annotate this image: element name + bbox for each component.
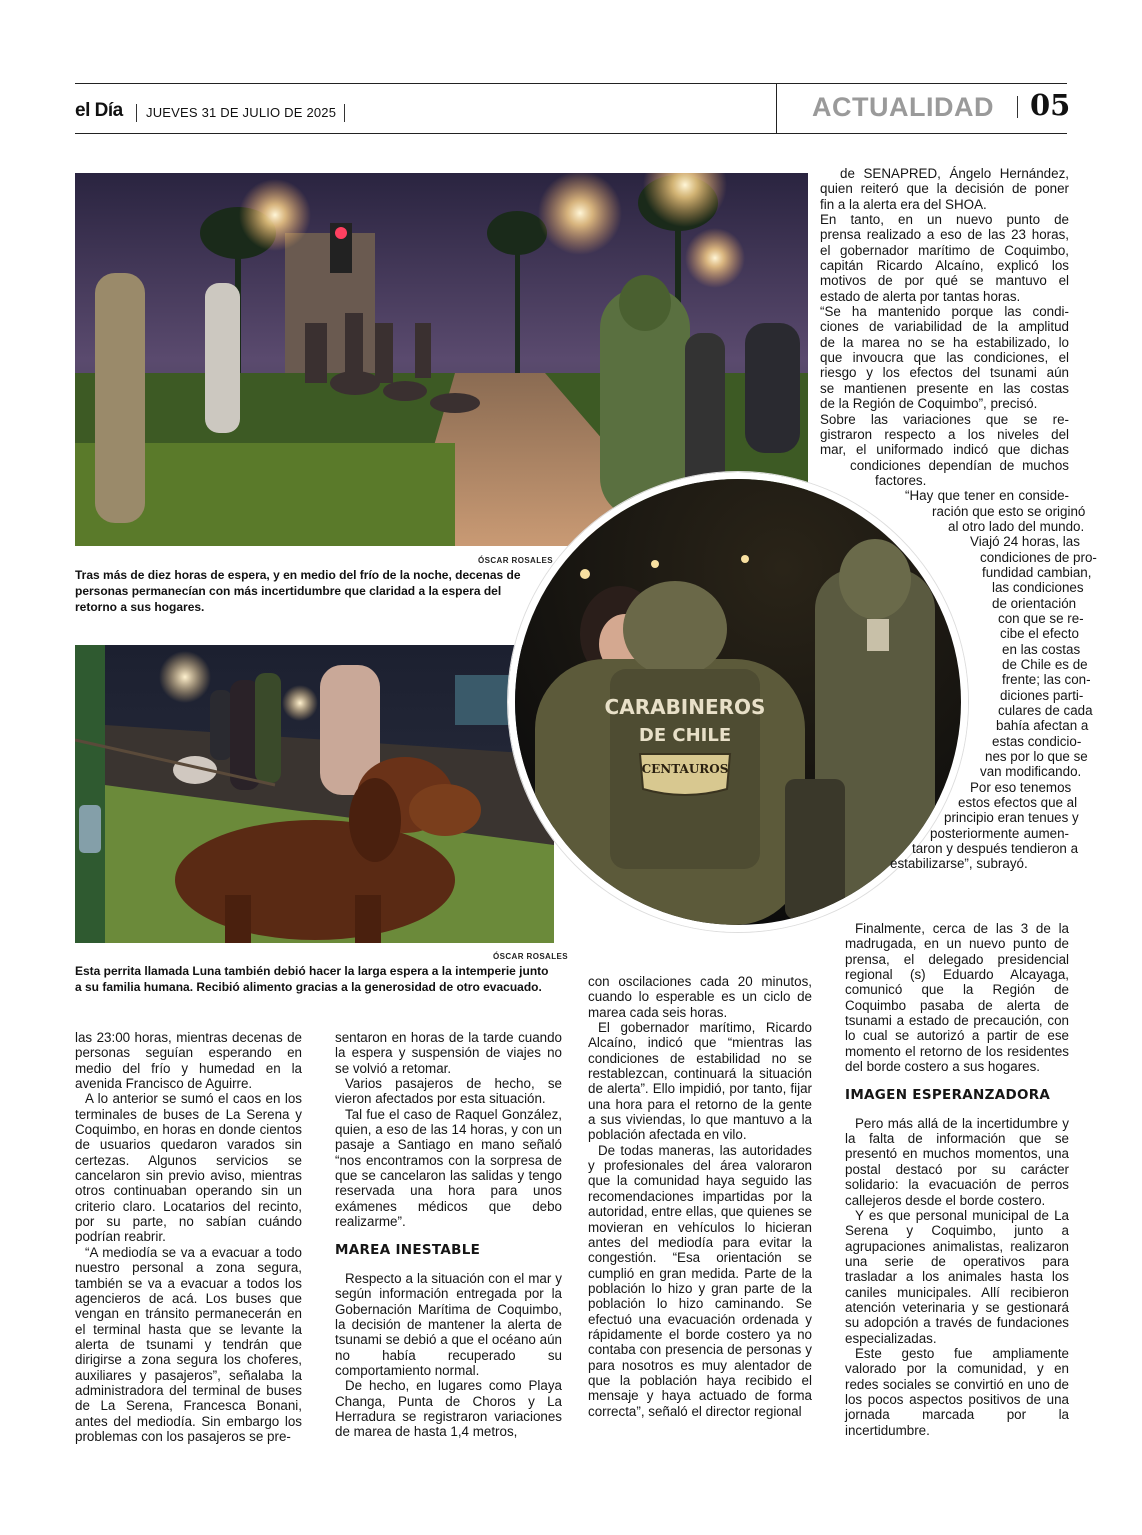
photo1-credit: ÓSCAR ROSALES [478, 556, 553, 565]
wrap-line: Sobre las variaciones que se re- [820, 411, 1069, 427]
wrap-line: “Hay que tener en conside- [905, 488, 1069, 504]
wrap-line: ración que esto se originó [932, 503, 1086, 519]
paragraph: Pero más allá de la incertidumbre y la falta de información que se presentó en muchos momentos, una postal destacó por su carácter solidario: la evacuación de perros callejeros desde el borde costero. [845, 1115, 1069, 1208]
header-rule-top [75, 83, 1067, 84]
wrap-line: diciones parti- [1000, 687, 1084, 703]
paragraph: “A mediodía se va a evacuar a todo nuestro personal a zona segura, también se va a evacuar a todos los agencieros de acá. Los buses que vengan en tránsito permanecerán en el terminal hasta que se levante la alerta de tsunami y tendrán que dirigirse a zona segura los choferes, auxiliares y pasajeros”, señalaba la administradora del terminal de buses de La Serena, Francesca Bonani, antes del mediodía. Sin embargo los problemas con los pasajeros se pre- [75, 1244, 302, 1444]
wrap-line: de orientación [992, 595, 1077, 611]
wrap-line: que invoucra que las condiciones, el [820, 350, 1069, 366]
wrap-line: “Se ha mantenido porque las condi- [820, 304, 1069, 320]
subheading: MAREA INESTABLE [335, 1242, 481, 1259]
wrap-line: de SENAPRED, Ángelo Hernández, [840, 166, 1069, 181]
wrap-line: condiciones de pro- [980, 549, 1097, 565]
article-column-2 [335, 1030, 562, 1440]
photo1-caption: Tras más de diez horas de espera, y en medio del frío de la noche, decenas de personas permanecían con más incertidumbre que claridad a la espera del retorno a sus hogares. [75, 568, 521, 614]
photo2-caption: Esta perrita llamada Luna también debió hacer la larga espera a la intemperie junto a su familia humana. Recibió alimento gracias a la generosidad de otro evacuado. [75, 964, 549, 994]
paragraph: Tal fue el caso de Raquel González, quien, a eso de las 14 horas, y con un pasaje a Santiago en mano señaló “nos encontramos con la sorpresa de que se cancelaron las salidas y tengo reservada una hora para unos exámenes médicos que debo realizarme”. [335, 1106, 562, 1230]
wrap-line: posteriormente aumen- [930, 825, 1069, 841]
wrap-line: mar, el uniformado indicó que dichas [820, 442, 1069, 458]
wrap-line: van modificando. [980, 764, 1082, 780]
wrap-line: estas condicio- [992, 733, 1082, 749]
wrap-line: taron y después tendieron a [912, 841, 1079, 857]
wrap-line: de Chile es de [1002, 657, 1088, 672]
wrap-line: estado de alerta por tantas horas. [820, 288, 1021, 304]
wrap-line: En tanto, en un nuevo punto de [820, 212, 1069, 228]
article-column-1 [75, 1030, 302, 1444]
wrap-line: el gobernador marítimo de Coquimbo, [820, 242, 1069, 258]
wrap-line: se mantienen presente en las costas [820, 380, 1069, 396]
issue-date: JUEVES 31 DE JULIO DE 2025 [136, 104, 345, 122]
article-column-3 [588, 974, 812, 1419]
article-column-4 [845, 921, 1069, 1438]
wrap-line: estos efectos que al [958, 795, 1078, 811]
paragraph: sentaron en horas de la tarde cuando la espera y suspensión de viajes no se volvió a retomar. [335, 1030, 562, 1076]
wrap-line: de la marea no se ha estabilizado, lo [820, 334, 1069, 350]
vest-text-1: CARABINEROS [604, 695, 766, 719]
wrap-line: culares de cada [998, 703, 1093, 719]
wrap-line: en las costas [1002, 641, 1081, 657]
wrap-line: estabilizarse”, subrayó. [890, 856, 1028, 872]
paragraph: Respecto a la situación con el mar y según información entregada por la Gobernación Marítima de Coquimbo, la decisión de mantener la alerta de tsunami se debió a que el océano aún no había recuperado su comportamiento normal. [335, 1270, 562, 1378]
wrap-line: al otro lado del mundo. [948, 518, 1085, 534]
wrap-line: nes por lo que se [985, 749, 1088, 765]
paragraph: Este gesto fue ampliamente valorado por la comunidad, y en redes sociales se convirtió en uno de los pocos aspectos positivos de una jornada marcada por la incertidumbre. [845, 1345, 1069, 1438]
photo2-credit: ÓSCAR ROSALES [493, 952, 568, 961]
wrap-line: gistraron respecto a los niveles del [820, 426, 1069, 442]
wrap-line: riesgo y los efectos del tsunami aún [820, 365, 1069, 381]
wrap-line: motivos de por qué se mantuvo el [820, 273, 1069, 289]
wrap-line: fundidad cambian, [982, 564, 1092, 580]
wrap-line: las condiciones [992, 580, 1084, 596]
wrap-line: de la Región de Coquimbo”, precisó. [820, 396, 1038, 412]
paragraph: De hecho, en lugares como Playa Changa, Punta de Choros y La Herradura se registraron variaciones de marea de hasta 1,4 metros, [335, 1378, 562, 1440]
wrap-line: factores. [875, 472, 927, 488]
masthead: el Día [75, 100, 123, 121]
paragraph: con oscilaciones cada 20 minutos, cuando lo esperable es un ciclo de marea cada seis horas. [588, 974, 812, 1020]
wrap-line: ciones de variabilidad de la amplitud [820, 319, 1069, 335]
wrap-line: con que se re- [998, 610, 1084, 626]
wrap-line: capitán Ricardo Alcaíno, explicó los [820, 258, 1069, 274]
wrap-line: bahía afectan a [996, 718, 1089, 734]
section-title: ACTUALIDAD [812, 92, 994, 122]
wrap-line: frente; las con- [1002, 672, 1091, 688]
wrap-line: Por eso tenemos [970, 779, 1072, 795]
page-number: 05 [1030, 88, 1071, 122]
wrap-line: fin a la alerta era del SHOA. [820, 196, 987, 212]
page-number-divider [1017, 96, 1018, 118]
wrap-line: cibe el efecto [1000, 626, 1079, 642]
paragraph: De todas maneras, las autoridades y profesionales del área valoraron que la comunidad haya seguido las recomendaciones impartidas por la autoridad, entre ellas, que quienes se movieran en vehículos lo hicieran antes del mediodía para evitar la congestión. “Esa orientación se cumplió en gran medida. Parte de la población lo hizo y gran parte de la población lo hizo caminando. Se efectuó una evacuación ordenada y rápidamente el borde costero ya no contaba con presencia de personas y para nosotros es muy alentador de que la población haya recibido el mensaje y haya actuado de forma correcta”, señaló el director regional [588, 1142, 812, 1419]
wrap-line: quien reiteró que la decisión de poner [820, 181, 1069, 197]
wrap-line: Viajó 24 horas, las [970, 534, 1080, 550]
paragraph: Finalmente, cerca de las 3 de la madrugada, en un nuevo punto de prensa, el delegado presidencial regional (s) Eduardo Alcayaga, comunicó que la Región de Coquimbo pasaba de alerta de tsunami a estado de precaución, con lo cual se autorizó a partir de ese momento el retorno de los residentes del borde costero a sus hogares. [845, 921, 1069, 1075]
paragraph: A lo anterior se sumó el caos en los terminales de buses de La Serena y Coquimbo, en horas en donde cientos de usuarios quedaron varados sin certezas. Algunos servicios se cancelaron sin previo aviso, mientras otros continuaban operando sin un criterio claro. Locatarios del recinto, por su parte, no sabían cuándo podrían reabrir. [75, 1091, 302, 1245]
paragraph: Y es que personal municipal de La Serena y Coquimbo, junto a agrupaciones animalistas, realizaron una serie de operativos para trasladar a los animales hasta los caniles municipales. Allí recibieron atención veterinaria y se gestionará su adopción a través de fundaciones especializadas. [845, 1207, 1069, 1346]
header-divider [776, 84, 777, 133]
wrap-line: condiciones dependían de muchos [850, 457, 1069, 473]
wrap-column [820, 166, 1097, 872]
wrap-line: prensa realizado a eso de las 23 horas, [820, 227, 1069, 243]
header-rule-bottom [75, 133, 1067, 134]
photo-dog-luna [75, 645, 554, 943]
vest-patch: CENTAUROS [641, 762, 729, 776]
paragraph: El gobernador marítimo, Ricardo Alcaíno, indicó que “mientras las condiciones de estabilidad no se restablezcan, continuará la situación de alerta”. Ello impidió, por tanto, fijar una hora para el retorno de la gente a sus viviendas, lo que mantuvo a la población afectada en vilo. [588, 1020, 812, 1143]
wrap-line: principio eran tenues y [944, 810, 1079, 826]
paragraph: Varios pasajeros de hecho, se vieron afectados por esta situación. [335, 1076, 562, 1107]
vest-text-2: DE CHILE [638, 725, 732, 746]
paragraph: las 23:00 horas, mientras decenas de personas seguían esperando en medio del frío y humedad en la avenida Francisco de Aguirre. [75, 1030, 302, 1092]
subheading: IMAGEN ESPERANZADORA [845, 1087, 1051, 1104]
